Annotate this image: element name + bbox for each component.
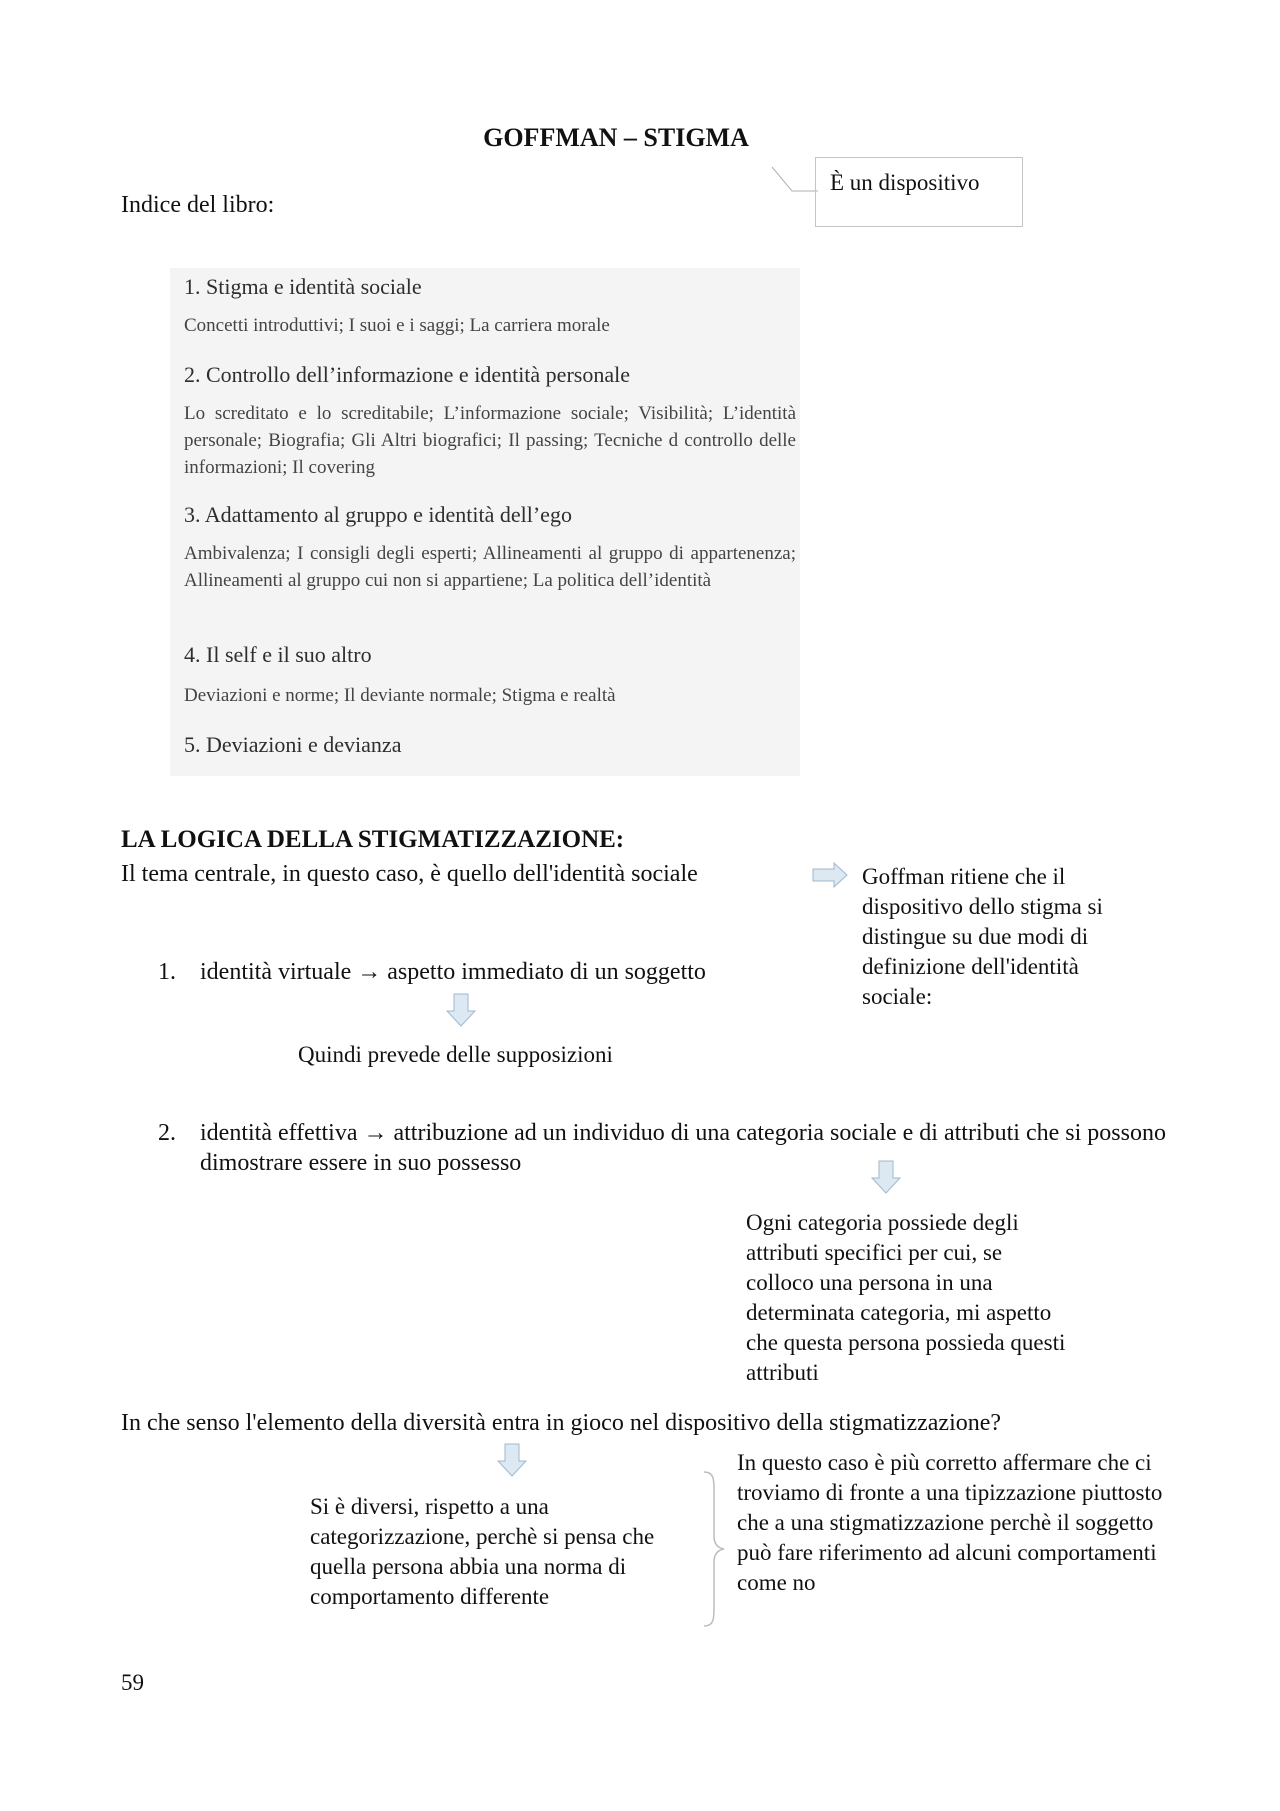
list-item-2: identità effettiva → attribuzione ad un individuo di una categoria sociale e di attributi che si possono dimostrare essere in suo possesso [200,1120,1166,1176]
arrow-down-icon [446,993,476,1027]
page-title: GOFFMAN – STIGMA [483,123,749,152]
answer-left: Si è diversi, rispetto a una categorizzazione, perchè si pensa che quella persona abbia una norma di comportamento differente [310,1494,655,1609]
list-number-2: 2. [158,1120,176,1146]
callout-box: È un dispositivo [815,157,1023,227]
toc-chapter-5: 5. Deviazioni e devianza [184,732,402,757]
side-note: Goffman ritiene che il dispositivo dello stigma si distingue su due modi di definizione dell'identità sociale: [862,864,1103,1009]
arrow-down-icon [871,1160,901,1194]
callout-connector [770,165,820,195]
toc-desc-3: Ambivalenza; I consigli degli esperti; Allineamenti al gruppo di appartenenza; Allineamenti al gruppo cui non si appartiene; La politica dell’identità [184,543,796,591]
list-number-1: 1. [158,959,176,985]
toc-desc-4: Deviazioni e norme; Il deviante normale; Stigma e realtà [184,685,616,706]
section-heading: LA LOGICA DELLA STIGMATIZZAZIONE: [121,826,625,853]
arrow-down-icon [497,1443,527,1477]
answer-right: In questo caso è più corretto affermare che ci troviamo di fronte a una tipizzazione piuttosto che a una stigmatizzazione perchè il soggetto può fare riferimento ad alcuni comportamenti come no [737,1450,1163,1595]
toc-chapter-3: 3. Adattamento al gruppo e identità dell’ego [184,502,572,527]
toc-chapter-4: 4. Il self e il suo altro [184,642,372,667]
item2-note: Ogni categoria possiede degli attributi specifici per cui, se colloco una persona in una determinata categoria, mi aspetto che questa persona possieda questi attributi [746,1210,1066,1385]
item1-note: Quindi prevede delle supposizioni [298,1042,613,1067]
list-item-1: identità virtuale → aspetto immediato di un soggetto [200,959,706,985]
toc-chapter-1: 1. Stigma e identità sociale [184,274,422,299]
toc-desc-2: Lo screditato e lo screditabile; L’informazione sociale; Visibilità; L’identità personale; Biografia; Gli Altri biografici; Il passing; Tecniche d controllo delle informazioni; Il covering [184,403,796,478]
brace-icon [702,1470,726,1628]
page-number: 59 [121,1670,144,1695]
intro-line: Il tema centrale, in questo caso, è quello dell'identità sociale [121,861,698,887]
toc-image [170,268,800,776]
arrow-right-icon [812,862,848,888]
toc-desc-1: Concetti introduttivi; I suoi e i saggi; La carriera morale [184,315,610,336]
index-label: Indice del libro: [121,192,275,218]
toc-chapter-2: 2. Controllo dell’informazione e identità personale [184,362,630,387]
question: In che senso l'elemento della diversità entra in gioco nel dispositivo della stigmatizzazione? [121,1410,1002,1436]
